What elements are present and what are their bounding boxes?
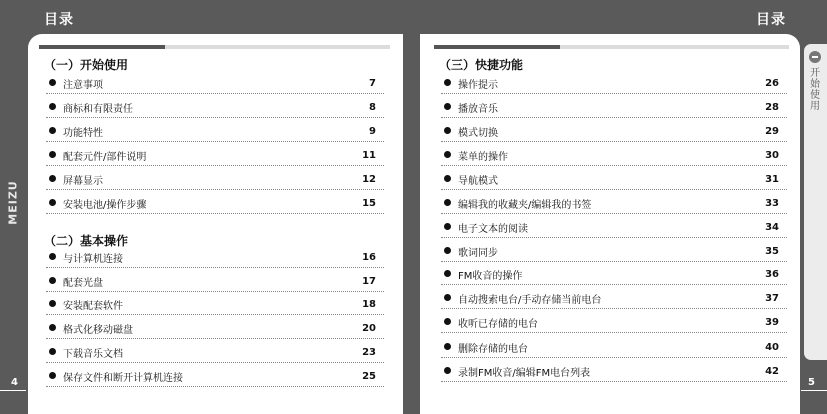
toc-entry[interactable]: [46, 75, 384, 94]
toc-entry-label: 收听已存储的电台: [458, 319, 538, 330]
toc-entry-label: 商标和有限责任: [63, 104, 133, 115]
toc-entry[interactable]: [46, 344, 384, 363]
toc-entry-label: 编辑我的收藏夹/编辑我的书签: [458, 200, 592, 211]
bullet-icon: [444, 247, 451, 254]
bullet-icon: [444, 199, 451, 206]
toc-entry-label: 注意事项: [63, 80, 103, 91]
toc-entry-page: 16: [362, 252, 376, 263]
toc-entry-label: 导航模式: [458, 176, 498, 187]
bullet-icon: [444, 294, 451, 301]
toc-entry-label: 保存文件和断开计算机连接: [63, 373, 183, 384]
toc-entry[interactable]: [46, 368, 384, 387]
toc-entry-page: 29: [765, 126, 779, 137]
toc-entry-page: 7: [369, 78, 376, 89]
toc-entry[interactable]: [441, 339, 787, 358]
toc-entry-label: 格式化移动磁盘: [63, 325, 133, 336]
toc-entry-page: 42: [765, 366, 779, 377]
toc-entry-page: 34: [765, 222, 779, 233]
bullet-icon: [444, 103, 451, 110]
bullet-icon: [49, 127, 56, 134]
right-page-number: 5: [808, 377, 815, 388]
side-tab-label: 开始使用: [810, 68, 820, 112]
toc-entry[interactable]: [46, 273, 384, 292]
bullet-icon: [49, 151, 56, 158]
bullet-icon: [444, 318, 451, 325]
toc-entry-label: 下载音乐文档: [63, 349, 123, 360]
right-page-title: 目录: [756, 12, 786, 28]
bullet-icon: [49, 300, 56, 307]
left-page-number: 4: [11, 377, 18, 388]
toc-entry[interactable]: [46, 171, 384, 190]
toc-entry-page: 33: [765, 198, 779, 209]
toc-entry-label: 模式切换: [458, 128, 498, 139]
bullet-icon: [444, 79, 451, 86]
toc-entry-page: 12: [362, 174, 376, 185]
toc-entry-page: 40: [765, 342, 779, 353]
header-rule-accent: [39, 45, 165, 49]
toc-entry-label: 配套元件/部件说明: [63, 152, 147, 163]
bullet-icon: [444, 151, 451, 158]
toc-entry-page: 15: [362, 198, 376, 209]
toc-entry[interactable]: [441, 363, 787, 382]
bullet-icon: [444, 175, 451, 182]
toc-entry-label: 录制FM收音/编辑FM电台列表: [458, 368, 591, 379]
toc-entry-page: 39: [765, 317, 779, 328]
toc-entry[interactable]: [46, 296, 384, 315]
bullet-icon: [49, 103, 56, 110]
bullet-icon: [444, 367, 451, 374]
toc-entry-page: 9: [369, 126, 376, 137]
toc-entry[interactable]: [441, 266, 787, 285]
right-page-number-rule: [801, 390, 827, 391]
left-page-title: 目录: [44, 12, 74, 28]
toc-entry-page: 8: [369, 102, 376, 113]
toc-entry[interactable]: [46, 249, 384, 268]
toc-entry[interactable]: [46, 123, 384, 142]
bullet-icon: [444, 223, 451, 230]
toc-entry-page: 26: [765, 78, 779, 89]
toc-entry-page: 28: [765, 102, 779, 113]
toc-entry-page: 35: [765, 246, 779, 257]
brand-logo: [2, 170, 24, 240]
bullet-icon: [49, 253, 56, 260]
toc-entry[interactable]: [46, 99, 384, 118]
right-page: [420, 34, 800, 414]
toc-entry[interactable]: [441, 75, 787, 94]
side-tab[interactable]: [804, 44, 827, 360]
toc-entry-page: 23: [362, 347, 376, 358]
toc-entry-label: 操作提示: [458, 80, 498, 91]
toc-entry-label: 自动搜索电台/手动存储当前电台: [458, 295, 602, 306]
bullet-icon: [49, 79, 56, 86]
toc-entry[interactable]: [441, 290, 787, 309]
toc-entry-label: 删除存储的电台: [458, 344, 528, 355]
toc-entry-label: FM收音的操作: [458, 271, 523, 282]
toc-entry-label: 安装电池/操作步骤: [63, 200, 147, 211]
toc-entry-label: 与计算机连接: [63, 254, 123, 265]
left-page-number-rule: [0, 390, 26, 391]
toc-entry[interactable]: [46, 320, 384, 339]
toc-entry[interactable]: [441, 314, 787, 333]
toc-entry-page: 30: [765, 150, 779, 161]
bullet-icon: [444, 127, 451, 134]
toc-entry[interactable]: [441, 195, 787, 214]
toc-entry-label: 功能特性: [63, 128, 103, 139]
toc-entry-page: 36: [765, 269, 779, 280]
toc-entry-label: 歌词同步: [458, 248, 498, 259]
section-title: （二）基本操作: [44, 234, 129, 248]
bullet-icon: [49, 324, 56, 331]
toc-entry[interactable]: [441, 147, 787, 166]
toc-entry-label: 菜单的操作: [458, 152, 508, 163]
toc-entry-label: 电子文本的阅读: [458, 224, 528, 235]
toc-entry[interactable]: [441, 99, 787, 118]
brand-text: MEIZU: [6, 180, 20, 225]
toc-entry[interactable]: [441, 243, 787, 262]
toc-entry-page: 37: [765, 293, 779, 304]
bullet-icon: [444, 270, 451, 277]
section-title: （一）开始使用: [44, 58, 129, 72]
left-page: [28, 34, 403, 414]
minus-circle-icon: [809, 51, 821, 63]
bullet-icon: [49, 199, 56, 206]
toc-entry[interactable]: [441, 219, 787, 238]
toc-entry-page: 18: [362, 299, 376, 310]
toc-entry[interactable]: [46, 195, 384, 214]
section-title: （三）快捷功能: [439, 58, 524, 72]
bullet-icon: [49, 277, 56, 284]
toc-entry-page: 31: [765, 174, 779, 185]
toc-entry-page: 20: [362, 323, 376, 334]
bullet-icon: [49, 372, 56, 379]
toc-entry-label: 配套光盘: [63, 278, 103, 289]
toc-entry-page: 11: [362, 150, 376, 161]
toc-entry-label: 安装配套软件: [63, 301, 123, 312]
toc-entry[interactable]: [46, 147, 384, 166]
toc-entry[interactable]: [441, 123, 787, 142]
header-rule: [39, 45, 390, 49]
bullet-icon: [49, 348, 56, 355]
header-rule-accent: [434, 45, 560, 49]
bullet-icon: [49, 175, 56, 182]
toc-entry-page: 17: [362, 276, 376, 287]
header-rule: [434, 45, 789, 49]
bullet-icon: [444, 343, 451, 350]
toc-entry-page: 25: [362, 371, 376, 382]
toc-entry-label: 屏幕显示: [63, 176, 103, 187]
toc-entry-label: 播放音乐: [458, 104, 498, 115]
toc-entry[interactable]: [441, 171, 787, 190]
